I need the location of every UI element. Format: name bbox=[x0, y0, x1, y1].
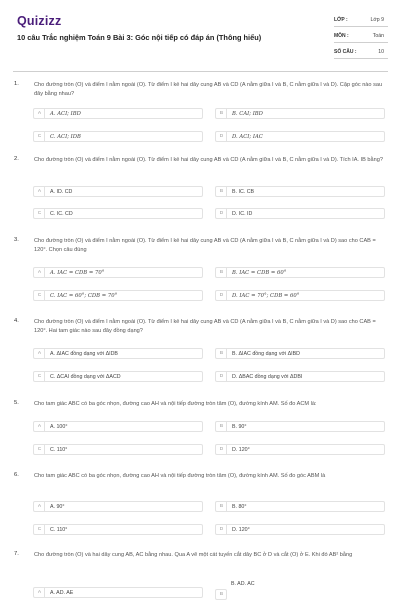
option-letter: A bbox=[35, 187, 45, 196]
question-text: Cho đường tròn (O) và điểm I nằm ngoài (O). Từ điểm I kẻ hai dây cung AB và CD (A nằm giữa I và B, C nằm giữa I và D). Cặp góc nào sau đây bằng nhau? bbox=[34, 82, 383, 97]
option-text: A. ΔIAC đồng dạng với ΔIDB bbox=[50, 350, 118, 357]
option-b[interactable] bbox=[215, 421, 385, 432]
option-letter: B bbox=[217, 268, 227, 277]
meta-key: LỚP : bbox=[334, 17, 348, 23]
question-number: 7. bbox=[14, 551, 19, 557]
option-a[interactable] bbox=[33, 587, 203, 598]
option-b[interactable] bbox=[215, 589, 227, 600]
option-letter: A bbox=[35, 109, 45, 118]
option-d[interactable] bbox=[215, 371, 385, 382]
option-letter: C bbox=[35, 209, 45, 218]
option-text: C. IAC = 60°; CDB = 70° bbox=[50, 292, 118, 299]
option-letter: D bbox=[217, 525, 227, 534]
option-d[interactable] bbox=[215, 131, 385, 142]
header-divider bbox=[13, 71, 388, 72]
question-number: 4. bbox=[14, 318, 19, 324]
option-c[interactable] bbox=[33, 290, 203, 301]
option-letter: C bbox=[35, 445, 45, 454]
option-text: D. 120° bbox=[232, 446, 250, 453]
option-d[interactable] bbox=[215, 524, 385, 535]
option-text: D. 120° bbox=[232, 526, 250, 533]
option-letter: C bbox=[35, 525, 45, 534]
option-text: C. 110° bbox=[50, 446, 68, 453]
option-a[interactable] bbox=[33, 108, 203, 119]
question-text: Cho đường tròn (O) và điểm I nằm ngoài (O). Từ điểm I kẻ hai dây cung AB và CD (A nằm giữa I và B, C nằm giữa I và D) sao cho CAB = 120°. Chọn câu đúng bbox=[34, 238, 376, 253]
question-text: Cho đường tròn (O) và hai dây cung AB, AC bằng nhau. Qua A vẽ một cát tuyến cắt dây BC ở D và cắt (O) ở E. Khi đó AB² bằng bbox=[34, 552, 353, 558]
option-letter: D bbox=[217, 209, 227, 218]
option-letter: B bbox=[217, 502, 227, 511]
option-letter: A bbox=[35, 422, 45, 431]
option-b-text: B. AD. AC bbox=[231, 581, 255, 587]
meta-value: Lớp 9 bbox=[370, 17, 384, 23]
option-text: B. ΔIAC đồng dạng với ΔIBD bbox=[232, 350, 300, 357]
option-a[interactable] bbox=[33, 421, 203, 432]
question-number: 1. bbox=[14, 81, 19, 87]
option-a[interactable] bbox=[33, 501, 203, 512]
option-a[interactable] bbox=[33, 267, 203, 278]
question-text: Cho tam giác ABC có ba góc nhọn, đường cao AH và nội tiếp đường tròn tâm (O), đường kính AM. Số đo ACM là: bbox=[34, 401, 317, 407]
option-text: D. ACI; IAC bbox=[232, 133, 263, 140]
option-d[interactable] bbox=[215, 444, 385, 455]
meta-row-grade bbox=[334, 14, 388, 27]
option-letter: B bbox=[217, 349, 227, 358]
option-letter: D bbox=[217, 372, 227, 381]
option-a[interactable] bbox=[33, 348, 203, 359]
option-text: C. 110° bbox=[50, 526, 68, 533]
option-letter: B bbox=[219, 592, 224, 597]
option-text: A. ACI; IBD bbox=[50, 110, 81, 117]
meta-key: MÔN : bbox=[334, 33, 349, 39]
option-letter: C bbox=[35, 132, 45, 141]
option-c[interactable] bbox=[33, 208, 203, 219]
option-letter: C bbox=[35, 291, 45, 300]
worksheet-meta bbox=[334, 14, 388, 62]
quizizz-logo: Quizizz bbox=[17, 14, 62, 28]
question-text: Cho đường tròn (O) và điểm I nằm ngoài (O). Từ điểm I kẻ hai dây cung AB và CD (A nằm giữa I và B, C nằm giữa I và D) sao cho CAB = 120°. Hai tam giác nào sau đây đồng dạng? bbox=[34, 319, 376, 334]
option-text: B. 90° bbox=[232, 423, 247, 430]
option-text: B. IC. CB bbox=[232, 188, 255, 195]
meta-row-subject bbox=[334, 30, 388, 43]
option-b[interactable] bbox=[215, 348, 385, 359]
meta-row-count bbox=[334, 46, 388, 59]
option-text: B. 80° bbox=[232, 503, 247, 510]
option-letter: B bbox=[217, 422, 227, 431]
option-text: D. IAC = 70°; CDB = 60° bbox=[232, 292, 300, 299]
option-c[interactable] bbox=[33, 524, 203, 535]
option-text: A. AD. AE bbox=[50, 589, 74, 596]
option-text: B. IAC = CDB = 60° bbox=[232, 269, 287, 276]
meta-key: SỐ CÂU : bbox=[334, 49, 357, 55]
option-letter: A bbox=[35, 349, 45, 358]
question-text: Cho đường tròn (O) và điểm I nằm ngoài (O). Từ điểm I kẻ hai dây cung AB và CD (A nằm giữa I và B, C nằm giữa I và D). Tích IA. IB bằng? bbox=[34, 157, 383, 163]
option-text: D. IC. ID bbox=[232, 210, 253, 217]
option-b[interactable] bbox=[215, 186, 385, 197]
option-a[interactable] bbox=[33, 186, 203, 197]
option-letter: C bbox=[35, 372, 45, 381]
option-c[interactable] bbox=[33, 131, 203, 142]
option-text: B. CAI; IBD bbox=[232, 110, 263, 117]
meta-value: 10 bbox=[378, 49, 384, 55]
option-text: D. ΔBAC đồng dạng với ΔDBI bbox=[232, 373, 303, 380]
option-b[interactable] bbox=[215, 267, 385, 278]
option-b[interactable] bbox=[215, 108, 385, 119]
question-number: 5. bbox=[14, 400, 19, 406]
question-text: Cho tam giác ABC có ba góc nhọn, đường cao AH và nội tiếp đường tròn tâm (O), đường kính AM. Số đo góc ABM là bbox=[34, 473, 326, 479]
option-letter: A bbox=[35, 268, 45, 277]
option-text: A. IAC = CDB = 70° bbox=[50, 269, 105, 276]
option-text: C. ΔCAI đồng dạng với ΔACD bbox=[50, 373, 121, 380]
option-d[interactable] bbox=[215, 208, 385, 219]
option-b[interactable] bbox=[215, 501, 385, 512]
option-letter: D bbox=[217, 132, 227, 141]
question-number: 6. bbox=[14, 472, 19, 478]
worksheet-title: 10 câu Trắc nghiệm Toán 9 Bài 3: Góc nội tiếp có đáp án (Thông hiểu) bbox=[17, 33, 262, 42]
option-letter: B bbox=[217, 109, 227, 118]
worksheet-header bbox=[0, 0, 400, 66]
option-c[interactable] bbox=[33, 444, 203, 455]
option-text: A. ID. CD bbox=[50, 188, 73, 195]
option-d[interactable] bbox=[215, 290, 385, 301]
question-number: 3. bbox=[14, 237, 19, 243]
option-letter: D bbox=[217, 291, 227, 300]
option-text: A. 100° bbox=[50, 423, 68, 430]
option-letter: B bbox=[217, 187, 227, 196]
meta-value: Toán bbox=[372, 33, 384, 39]
option-c[interactable] bbox=[33, 371, 203, 382]
option-text: A. 90° bbox=[50, 503, 65, 510]
option-text: C. ACI; IDB bbox=[50, 133, 81, 140]
option-letter: D bbox=[217, 445, 227, 454]
option-text: C. IC. CD bbox=[50, 210, 73, 217]
option-letter: A bbox=[35, 588, 45, 597]
option-letter: A bbox=[35, 502, 45, 511]
question-number: 2. bbox=[14, 156, 19, 162]
